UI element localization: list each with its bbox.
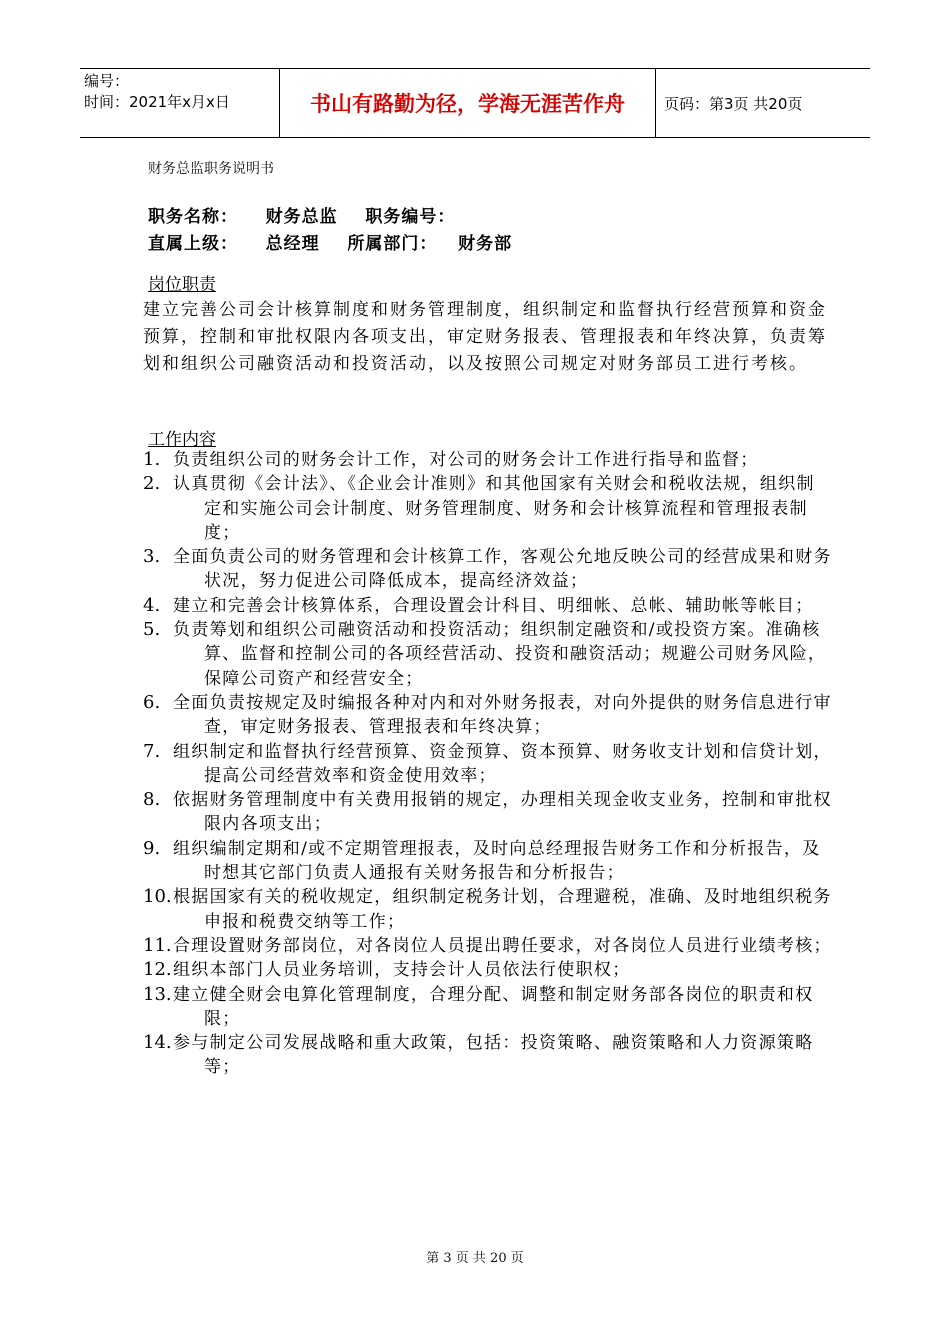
header-motto: 书山有路勤为径，学海无涯苦作舟 [280,69,656,137]
work-item-text: 参与制定公司发展战略和重大政策，包括：投资策略、融资策略和人力资源策略等； [173,1033,814,1078]
work-item-number: 8. [143,789,161,811]
work-item-number: 3. [143,546,161,568]
work-item-text: 依据财务管理制度中有关费用报销的规定，办理相关现金收支业务，控制和审批权限内各项支出； [173,790,832,835]
work-item-text: 组织本部门人员业务培训，支持会计人员依法行使职权； [173,960,631,981]
work-item-number: 9. [143,837,161,859]
work-item [143,934,833,958]
work-item-number: 2. [143,473,161,495]
work-item-text: 全面负责按规定及时编报各种对内和对外财务报表，对向外提供的财务信息进行审查，审定财务报表、管理报表和年终决算； [173,692,832,738]
work-item [143,1031,833,1080]
document-title: 财务总监职务说明书 [148,161,274,177]
work-item-number: 11. [143,934,172,956]
work-item-number: 5. [143,619,161,641]
work-item-text: 建立和完善会计核算体系，合理设置会计科目、明细帐、总帐、辅助帐等帐目； [173,595,814,616]
work-list [143,448,833,1080]
work-item-text: 合理设置财务部岗位，对各岗位人员提出聘任要求，对各岗位人员进行业绩考核； [173,935,832,956]
duties-heading: 岗位职责 [148,275,216,295]
time-label: 时间：2021年x月x日 [84,93,230,111]
header-page-label: 页码：第3页 共20页 [664,94,803,113]
work-item [143,448,833,472]
work-item [143,788,833,837]
work-item [143,837,833,886]
work-item-text: 认真贯彻《会计法》、《企业会计准则》和其他国家有关财会和税收法规，组织制定和实施公司会计制度、财务管理制度、财务和会计核算流程和管理报表制度； [173,474,815,543]
work-item-text: 全面负责公司的财务管理和会计核算工作，客观公允地反映公司的经营成果和财务状况，努力促进公司降低成本，提高经济效益； [173,547,832,592]
work-item-text: 负责组织公司的财务会计工作，对公司的财务会计工作进行指导和监督； [173,450,759,470]
work-item-number: 14. [143,1032,172,1054]
work-item [143,958,833,982]
work-item-text: 组织编制定期和/或不定期管理报表，及时向总经理报告财务工作和分析报告，及时想其它部门负责人通报有关财务报告和分析报告； [173,838,821,884]
duties-text: 建立完善公司会计核算制度和财务管理制度，组织制定和监督执行经营预算和资金预算，控制和审批权限内各项支出，审定财务报表、管理报表和年终决算，负责筹划和组织公司融资活动和投资活动，以及按照公司规定对财务部员工进行考核。 [143,300,827,374]
work-item-number: 6. [143,691,161,713]
work-item-number: 10. [143,886,172,908]
work-item-number: 13. [143,983,172,1005]
work-item [143,740,833,789]
work-heading: 工作内容 [148,430,216,450]
work-item [143,983,833,1032]
work-item-text: 建立健全财会电算化管理制度，合理分配、调整和制定财务部各岗位的职责和权限； [173,984,814,1029]
meta-line-2: 直属上级： 总经理 所属部门： 财务部 [148,234,513,254]
number-label: 编号： [84,72,130,90]
work-item-text: 组织制定和监督执行经营预算、资金预算、资本预算、财务收支计划和信贷计划，提高公司经营效率和资金使用效率； [173,741,832,786]
work-item [143,885,833,934]
work-item [143,472,833,545]
work-item-text: 根据国家有关的税收规定，组织制定税务计划，合理避税，准确、及时地组织税务申报和税费交纳等工作； [173,887,832,932]
header-info [80,69,280,137]
meta-line-1: 职务名称： 财务总监 职务编号： [148,207,456,227]
work-item [143,691,833,740]
work-item-text: 负责筹划和组织公司融资活动和投资活动；组织制定融资和/或投资方案。准确核算、监督和控制公司的各项经营活动、投资和融资活动；规避公司财务风险，保障公司资产和经营安全； [173,620,827,689]
work-item-number: 4. [143,594,161,616]
work-item-number: 1. [143,449,161,470]
work-item [143,618,833,691]
work-item [143,594,833,618]
work-item-number: 7. [143,740,161,762]
page-header [80,68,870,138]
page-footer: 第 3 页 共 20 页 [426,1251,524,1266]
work-item-number: 12. [143,959,172,981]
work-item [143,545,833,594]
